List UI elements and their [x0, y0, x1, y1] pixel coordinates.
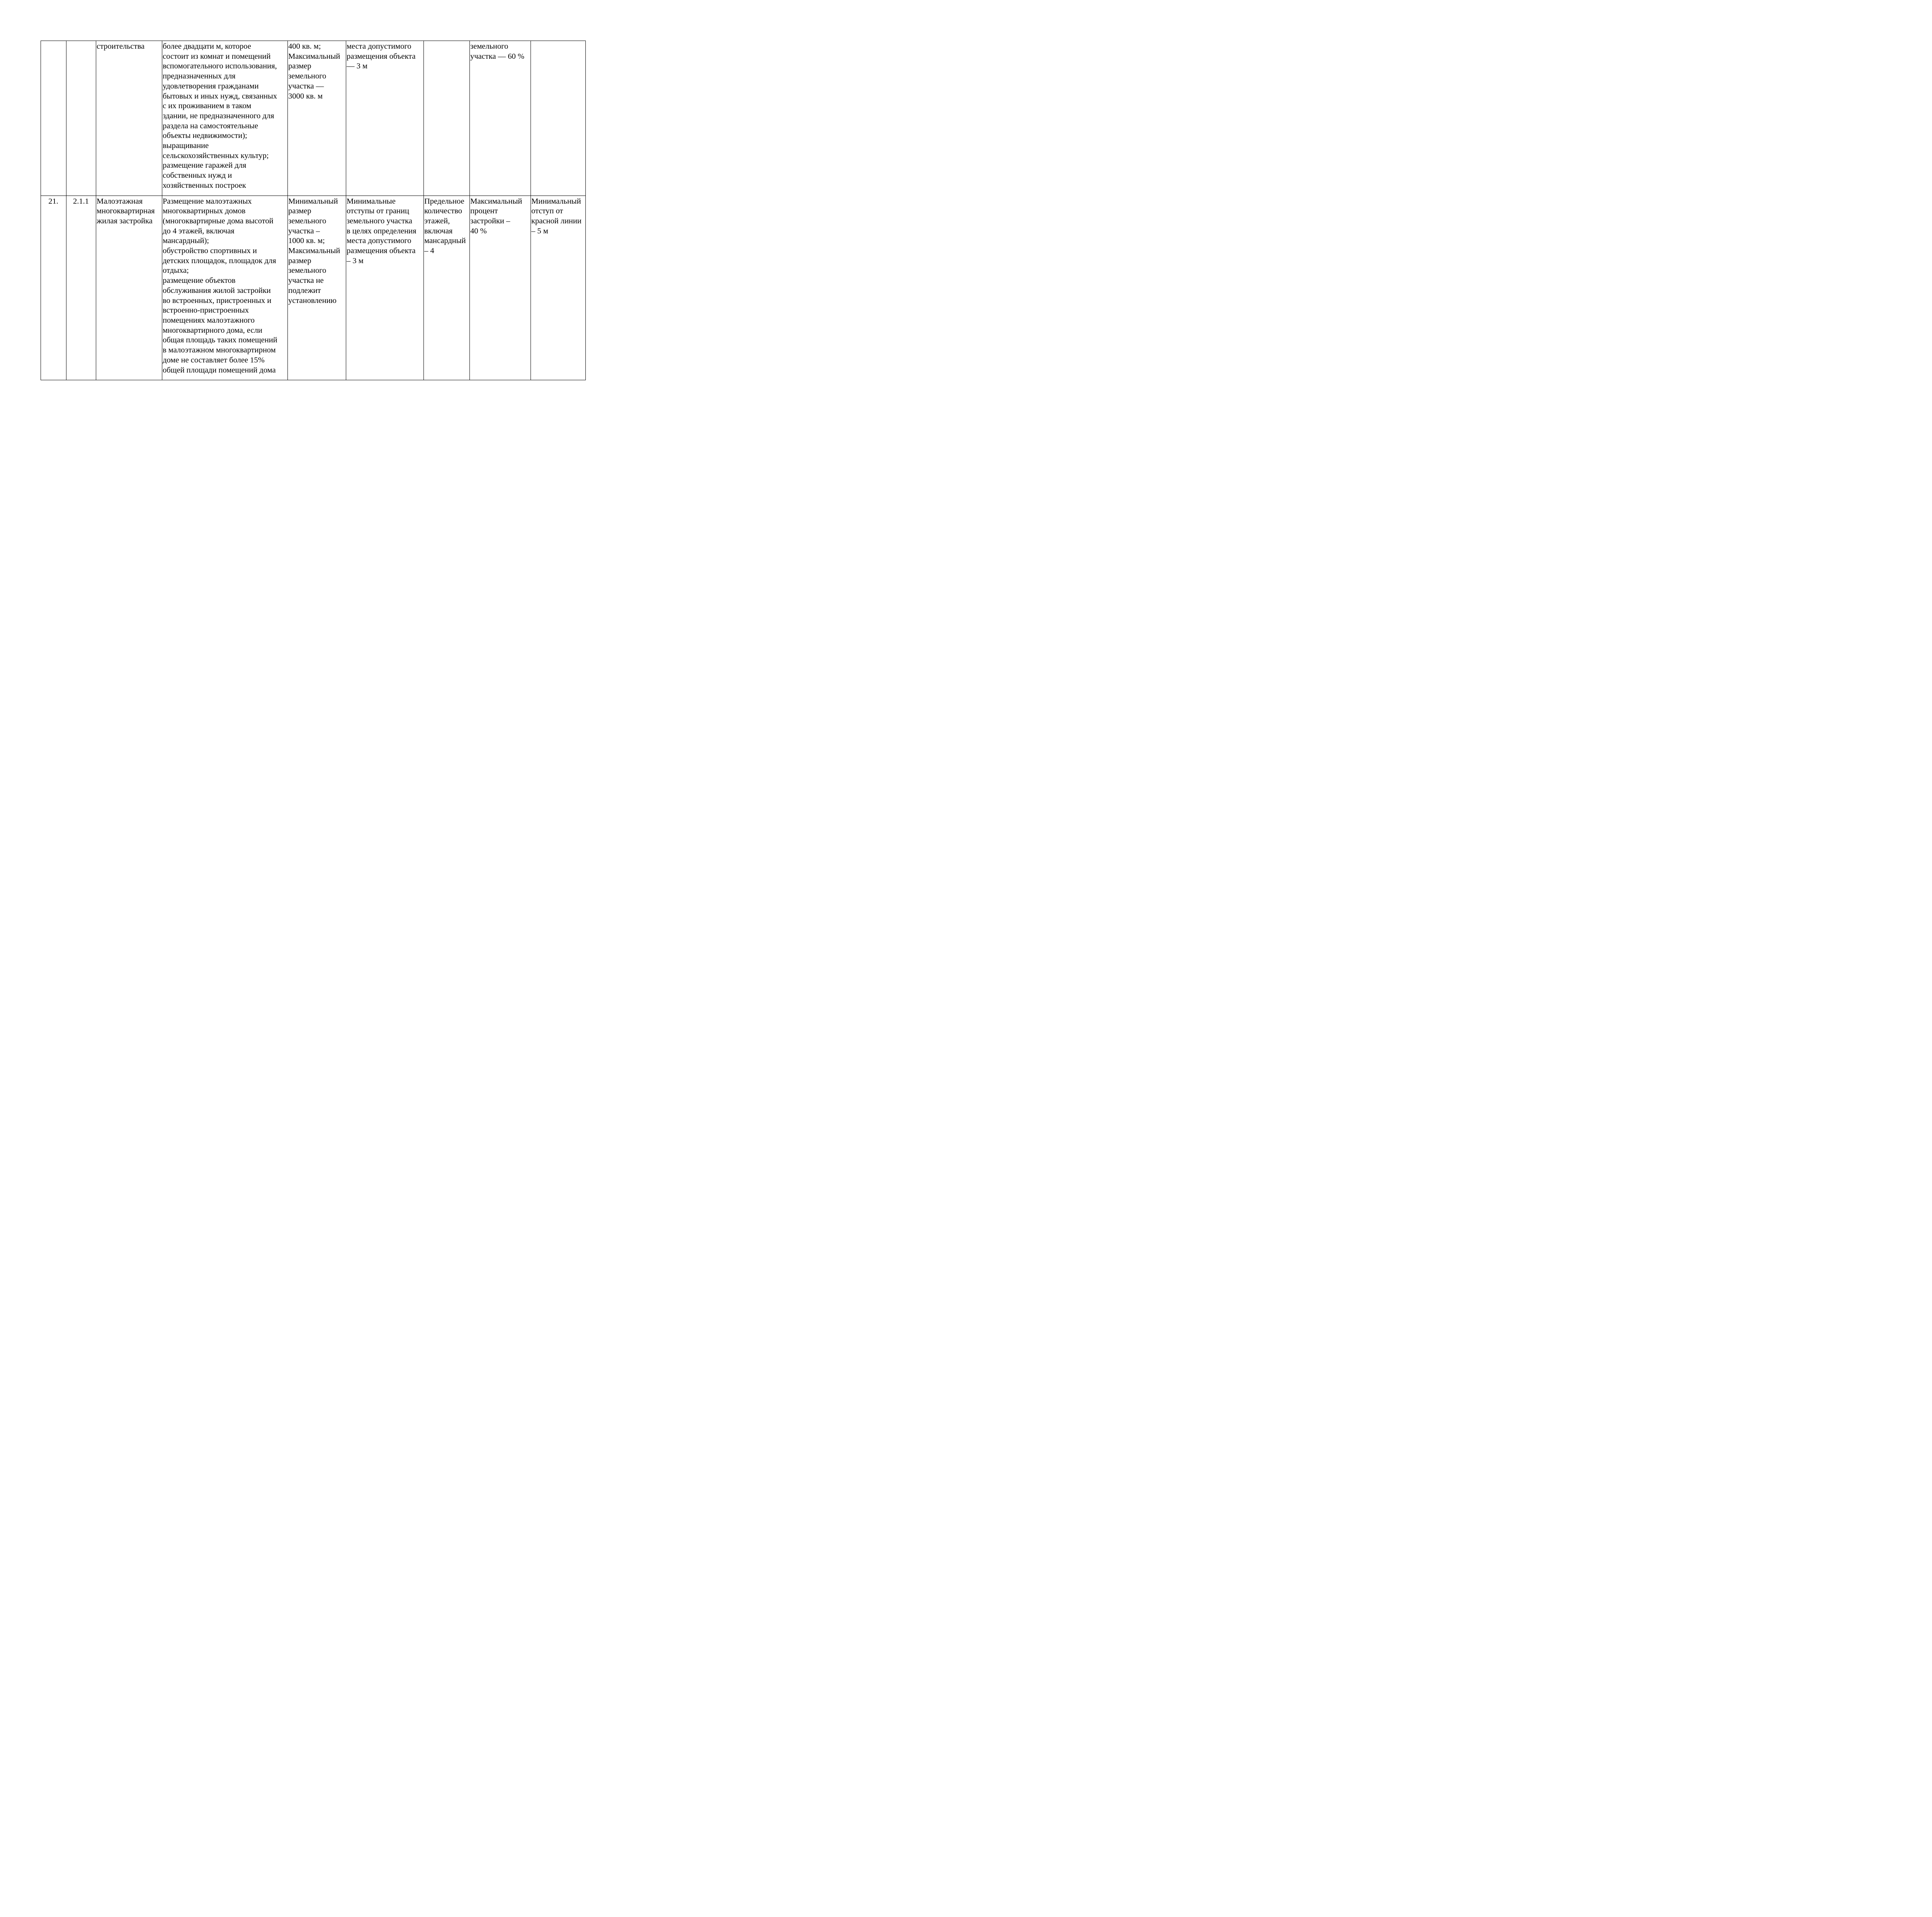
land-use-code: 2.1.1 [73, 197, 89, 206]
setbacks-text: Минимальные отступы от границ земельного участка в целях определения места допустимого размещения объекта – 3 м [347, 197, 417, 265]
land-use-description-cell [162, 196, 288, 380]
red-line-text: Минимальный отступ от красной линии – 5 м [531, 197, 582, 235]
floors-cell [424, 196, 470, 380]
coverage-text: земельного участка — 60 % [470, 42, 524, 61]
land-use-name-cell [96, 196, 162, 380]
row-number-cell [41, 41, 66, 196]
land-use-name: Малоэтажная многоквартирная жилая застройка [97, 197, 155, 225]
coverage-cell [470, 41, 531, 196]
table-row [41, 41, 586, 196]
land-use-description: Размещение малоэтажных многоквартирных домов (многоквартирные дома высотой до 4 этажей, включая мансардный); обустройство спортивных и детских площадок, площадок для отдыха; размещение объектов обслуживания жилой застройки во встроенных, пристроенных и встроенно-пристроенных помещениях малоэтажного многоквартирного дома, если общая площадь таких помещений в малоэтажном многоквартирном доме не составляет более 15% общей площади помещений дома [163, 197, 277, 374]
plot-size-text: 400 кв. м; Максимальный размер земельного участка — 3000 кв. м [288, 42, 340, 100]
red-line-cell [531, 41, 586, 196]
land-use-code-cell [66, 196, 96, 380]
plot-size-cell [288, 41, 346, 196]
land-use-name-cell [96, 41, 162, 196]
land-use-description-cell [162, 41, 288, 196]
coverage-cell [470, 196, 531, 380]
red-line-cell [531, 196, 586, 380]
plot-size-cell [288, 196, 346, 380]
land-use-name: строительства [97, 42, 145, 51]
row-number-cell [41, 196, 66, 380]
floors-cell [424, 41, 470, 196]
row-number: 21. [48, 197, 58, 206]
coverage-text: Максимальный процент застройки – 40 % [470, 197, 522, 235]
table-row [41, 196, 586, 380]
plot-size-text: Минимальный размер земельного участка – 1000 кв. м; Максимальный размер земельного участка не подлежит установлению [288, 197, 340, 305]
document-page [0, 0, 606, 429]
setbacks-cell [346, 196, 424, 380]
floors-text: Предельное количество этажей, включая мансардный – 4 [424, 197, 466, 255]
zoning-regulations-table [41, 41, 586, 380]
setbacks-cell [346, 41, 424, 196]
setbacks-text: места допустимого размещения объекта — 3 м [347, 42, 416, 71]
land-use-code-cell [66, 41, 96, 196]
land-use-description: более двадцати м, которое состоит из комнат и помещений вспомогательного использования, предназначенных для удовлетворения гражданами бытовых и иных нужд, связанных с их проживанием в таком здании, не предназначенного для раздела на самостоятельные объекты недвижимости); выращивание сельскохозяйственных культур; размещение гаражей для собственных нужд и хозяйственных построек [163, 42, 277, 190]
